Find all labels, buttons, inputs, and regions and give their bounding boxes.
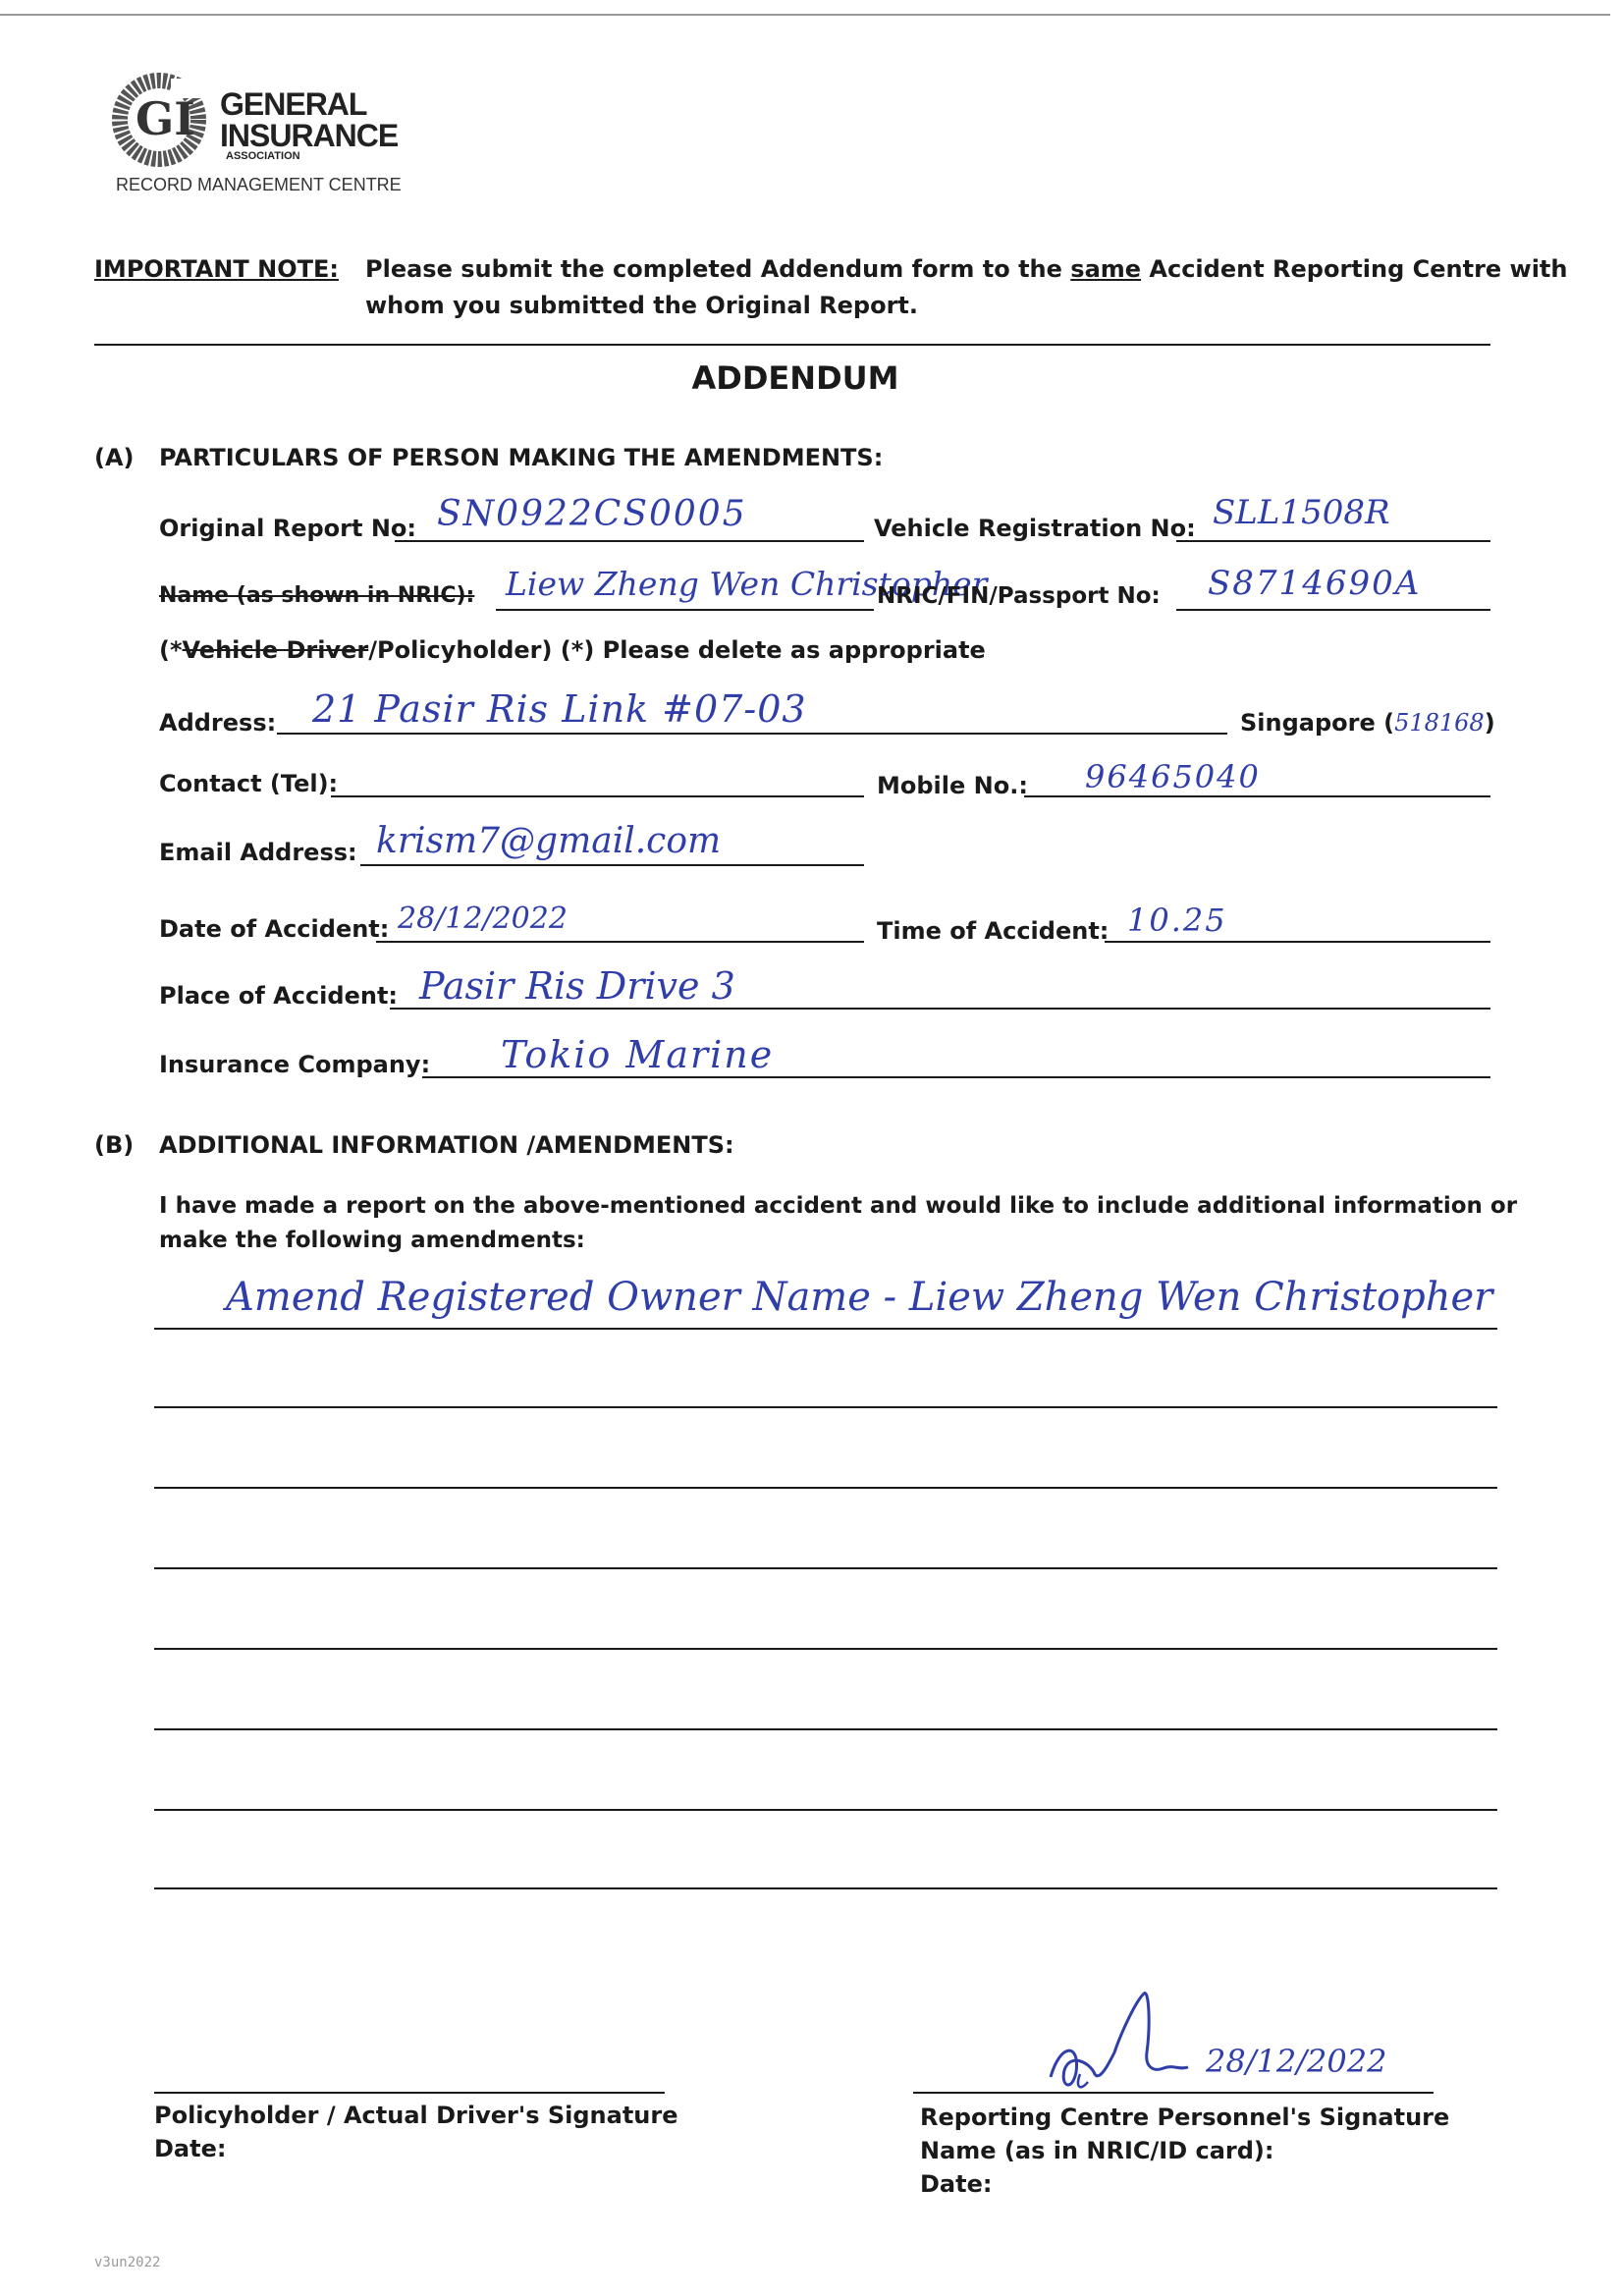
- insurance-company-underline: [422, 1076, 1490, 1078]
- logo: [110, 69, 424, 206]
- name-underline: [496, 609, 874, 611]
- insurance-company-label: Insurance Company:: [159, 1051, 431, 1078]
- postal-value[interactable]: 518168: [1394, 709, 1485, 737]
- note-text-after: Accident Reporting Centre with: [1149, 255, 1568, 283]
- mobile-underline: [1024, 795, 1490, 797]
- section-b-heading: ADDITIONAL INFORMATION /AMENDMENTS:: [159, 1131, 734, 1159]
- amendment-text[interactable]: Amend Registered Owner Name - Liew Zheng Wen Christopher: [226, 1275, 1493, 1320]
- note-text-same: same: [1070, 255, 1142, 283]
- role-selection: [159, 636, 986, 664]
- singapore-label: Singapore (: [1240, 709, 1395, 737]
- policyholder-signature-label: Policyholder / Actual Driver's Signature: [154, 2102, 678, 2129]
- address-value[interactable]: 21 Pasir Ris Link #07-03: [312, 687, 807, 731]
- accident-date-value[interactable]: 28/12/2022: [398, 902, 568, 936]
- important-note-text: [365, 255, 1568, 283]
- policyholder-date-label: Date:: [154, 2135, 227, 2162]
- contact-label: Contact (Tel):: [159, 770, 339, 797]
- policyholder-signature-line: [154, 2092, 665, 2094]
- section-b-intro-line2: make the following amendments:: [159, 1228, 585, 1253]
- contact-underline: [331, 795, 864, 797]
- amendment-line-5: [154, 1648, 1497, 1650]
- logo-brand-line2: INSURANCE: [220, 118, 399, 153]
- original-report-label: Original Report No:: [159, 515, 416, 542]
- role-suffix: /Policyholder) (*) Please delete as appropriate: [368, 636, 986, 664]
- amendment-line-3: [154, 1487, 1497, 1489]
- role-struck-option: Vehicle Driver: [182, 636, 369, 664]
- important-note-label: IMPORTANT NOTE:: [94, 255, 339, 283]
- vehicle-reg-underline: [1176, 540, 1490, 542]
- accident-date-label: Date of Accident:: [159, 915, 390, 943]
- version-code: v3un2022: [94, 2255, 161, 2270]
- personnel-signature-line: [913, 2092, 1434, 2094]
- accident-time-label: Time of Accident:: [877, 917, 1110, 945]
- amendment-line-2: [154, 1406, 1497, 1408]
- logo-subtitle: RECORD MANAGEMENT CENTRE: [116, 175, 402, 194]
- email-label: Email Address:: [159, 839, 357, 866]
- accident-place-value[interactable]: Pasir Ris Drive 3: [419, 964, 735, 1008]
- accident-date-underline: [376, 941, 864, 943]
- original-report-value[interactable]: SN0922CS0005: [437, 494, 747, 534]
- section-a-marker: (A): [94, 444, 135, 471]
- section-b-marker: (B): [94, 1131, 135, 1159]
- mobile-value[interactable]: 96465040: [1085, 758, 1261, 795]
- amendment-line-6: [154, 1728, 1497, 1730]
- logo-brand-line3: ASSOCIATION: [226, 150, 300, 162]
- scan-edge-line: [0, 14, 1610, 16]
- section-b-intro-line1: I have made a report on the above-mentioned accident and would like to include additional information or: [159, 1193, 1518, 1219]
- singapore-postal: [1240, 709, 1495, 737]
- personnel-signature-label: Reporting Centre Personnel's Signature: [920, 2104, 1450, 2131]
- amendment-line-8: [154, 1887, 1497, 1889]
- mobile-label: Mobile No.:: [877, 772, 1028, 799]
- nric-label: NRIC/FIN/Passport No:: [877, 583, 1161, 609]
- logo-brand-line1: GENERAL: [220, 86, 367, 122]
- note-divider: [94, 344, 1490, 346]
- important-note-line2: whom you submitted the Original Report.: [365, 292, 919, 319]
- amendment-line-4: [154, 1567, 1497, 1569]
- singapore-close: ): [1484, 709, 1495, 737]
- accident-place-label: Place of Accident:: [159, 982, 399, 1010]
- note-text-before: Please submit the completed Addendum form to the: [365, 255, 1062, 283]
- personnel-signature: [1041, 1984, 1198, 2092]
- personnel-signature-date: 28/12/2022: [1206, 2043, 1387, 2080]
- email-underline: [360, 864, 864, 866]
- address-label: Address:: [159, 709, 277, 737]
- insurance-company-value[interactable]: Tokio Marine: [501, 1033, 775, 1076]
- name-label: Name (as shown in NRIC):: [159, 583, 475, 608]
- personnel-name-label: Name (as in NRIC/ID card):: [920, 2137, 1274, 2164]
- section-a-heading: PARTICULARS OF PERSON MAKING THE AMENDMENTS:: [159, 444, 884, 471]
- logo-monogram: GI: [135, 92, 195, 145]
- role-prefix: (*: [159, 636, 183, 664]
- accident-time-value[interactable]: 10.25: [1127, 902, 1227, 939]
- address-underline: [277, 733, 1227, 735]
- accident-place-underline: [390, 1008, 1490, 1010]
- form-title: ADDENDUM: [691, 359, 899, 397]
- accident-time-underline: [1105, 941, 1490, 943]
- original-report-underline: [395, 540, 864, 542]
- name-value[interactable]: Liew Zheng Wen Christopher: [506, 565, 988, 603]
- nric-value[interactable]: S8714690A: [1208, 564, 1422, 603]
- amendment-line-7: [154, 1809, 1497, 1811]
- nric-underline: [1176, 609, 1490, 611]
- email-value[interactable]: krism7@gmail.com: [376, 821, 722, 861]
- vehicle-reg-value[interactable]: SLL1508R: [1213, 493, 1390, 532]
- amendment-line-1: [154, 1328, 1497, 1330]
- personnel-date-label: Date:: [920, 2170, 993, 2198]
- vehicle-reg-label: Vehicle Registration No:: [874, 515, 1196, 542]
